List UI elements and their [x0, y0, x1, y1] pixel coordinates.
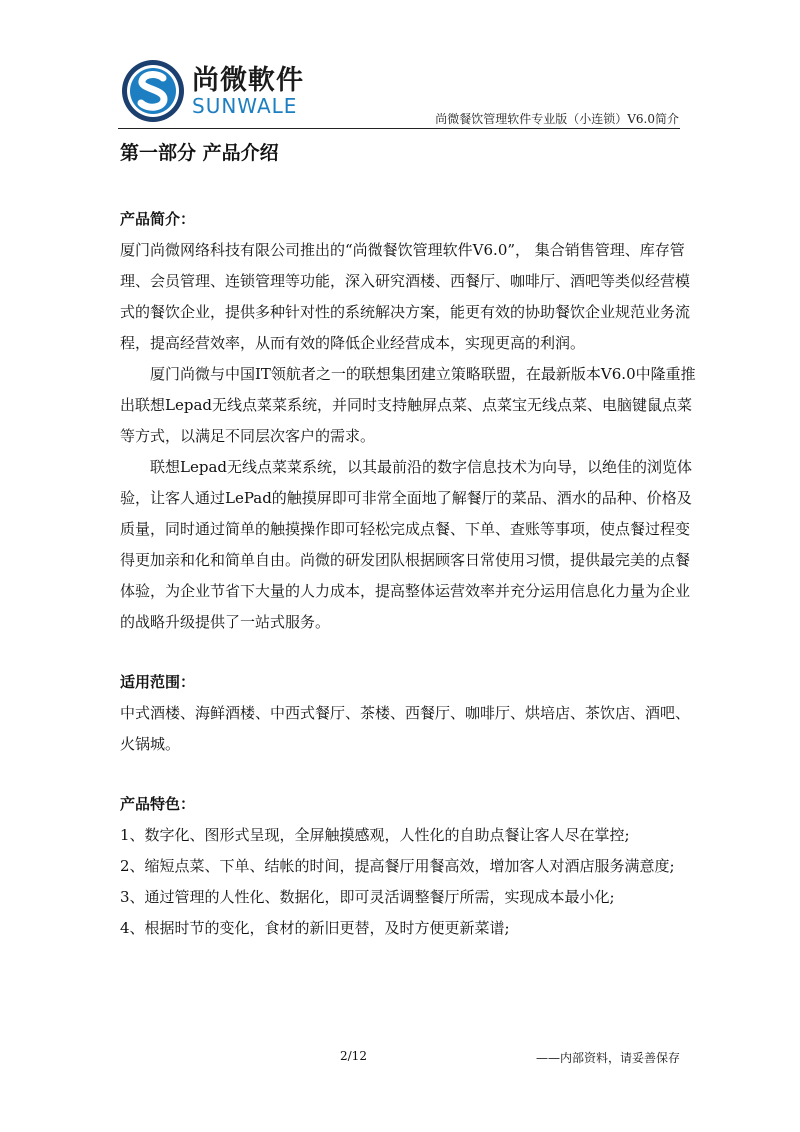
company-logo — [120, 56, 320, 128]
section-gap — [120, 760, 700, 789]
logo-s-icon — [120, 58, 186, 124]
logo-english-name: SUNWALE — [192, 94, 298, 118]
header-divider — [118, 128, 680, 129]
feature-item: 2、缩短点菜、下单、结帐的时间，提高餐厅用餐高效，增加客人对酒店服务满意度; — [120, 857, 675, 875]
section-gap — [120, 638, 700, 667]
intro-paragraph-2: 厦门尚微与中国IT领航者之一的联想集团建立策略联盟，在最新版本V6.0中隆重推出联想Lepad无线点菜菜系统，并同时支持触屏点菜、点菜宝无线点菜、电脑键鼠点菜等方式，以满足不同层次客户的需求。 — [120, 365, 696, 445]
intro-heading: 产品简介： — [120, 210, 196, 228]
page-number: 2/12 — [340, 1049, 367, 1063]
scope-heading: 适用范围： — [120, 673, 196, 691]
features-heading: 产品特色： — [120, 795, 196, 813]
feature-item: 1、数字化、图形式呈现，全屏触摸感观，人性化的自助点餐让客人尽在掌控; — [120, 826, 630, 844]
part-title: 第一部分 产品介绍 — [120, 142, 279, 164]
logo-chinese-name: 尚微軟件 — [192, 65, 304, 96]
header-caption: 尚微餐饮管理软件专业版（小连锁）V6.0简介 — [435, 112, 679, 126]
footer-note: ——内部资料，请妥善保存 — [535, 1051, 680, 1065]
feature-item: 4、根据时节的变化，食材的新旧更替，及时方便更新菜谱; — [120, 919, 510, 937]
document-body — [120, 204, 700, 944]
scope-text: 中式酒楼、海鲜酒楼、中西式餐厅、茶楼、西餐厅、咖啡厅、烘培店、茶饮店、酒吧、火锅城。 — [120, 704, 691, 753]
feature-item: 3、通过管理的人性化、数据化，即可灵活调整餐厅所需，实现成本最小化; — [120, 888, 615, 906]
intro-paragraph-3: 联想Lepad无线点菜菜系统，以其最前沿的数字信息技术为向导，以绝佳的浏览体验，让客人通过LePad的触摸屏即可非常全面地了解餐厅的菜品、酒水的品种、价格及质量，同时通过简单的触摸操作即可轻松完成点餐、下单、查账等事项，使点餐过程变得更加亲和化和简单自由。尚微的研发团队根据顾客日常使用习惯，提供最完美的点餐体验，为企业节省下大量的人力成本，提高整体运营效率并充分运用信息化力量为企业的战略升级提供了一站式服务。 — [120, 458, 692, 631]
intro-paragraph-1: 厦门尚微网络科技有限公司推出的“尚微餐饮管理软件V6.0”， 集合销售管理、库存管理、会员管理、连锁管理等功能，深入研究酒楼、西餐厅、咖啡厅、酒吧等类似经营模式的餐饮企业，提供多种针对性的系统解决方案，能更有效的协助餐饮企业规范业务流程，提高经营效率，从而有效的降低企业经营成本，实现更高的利润。 — [120, 241, 691, 352]
